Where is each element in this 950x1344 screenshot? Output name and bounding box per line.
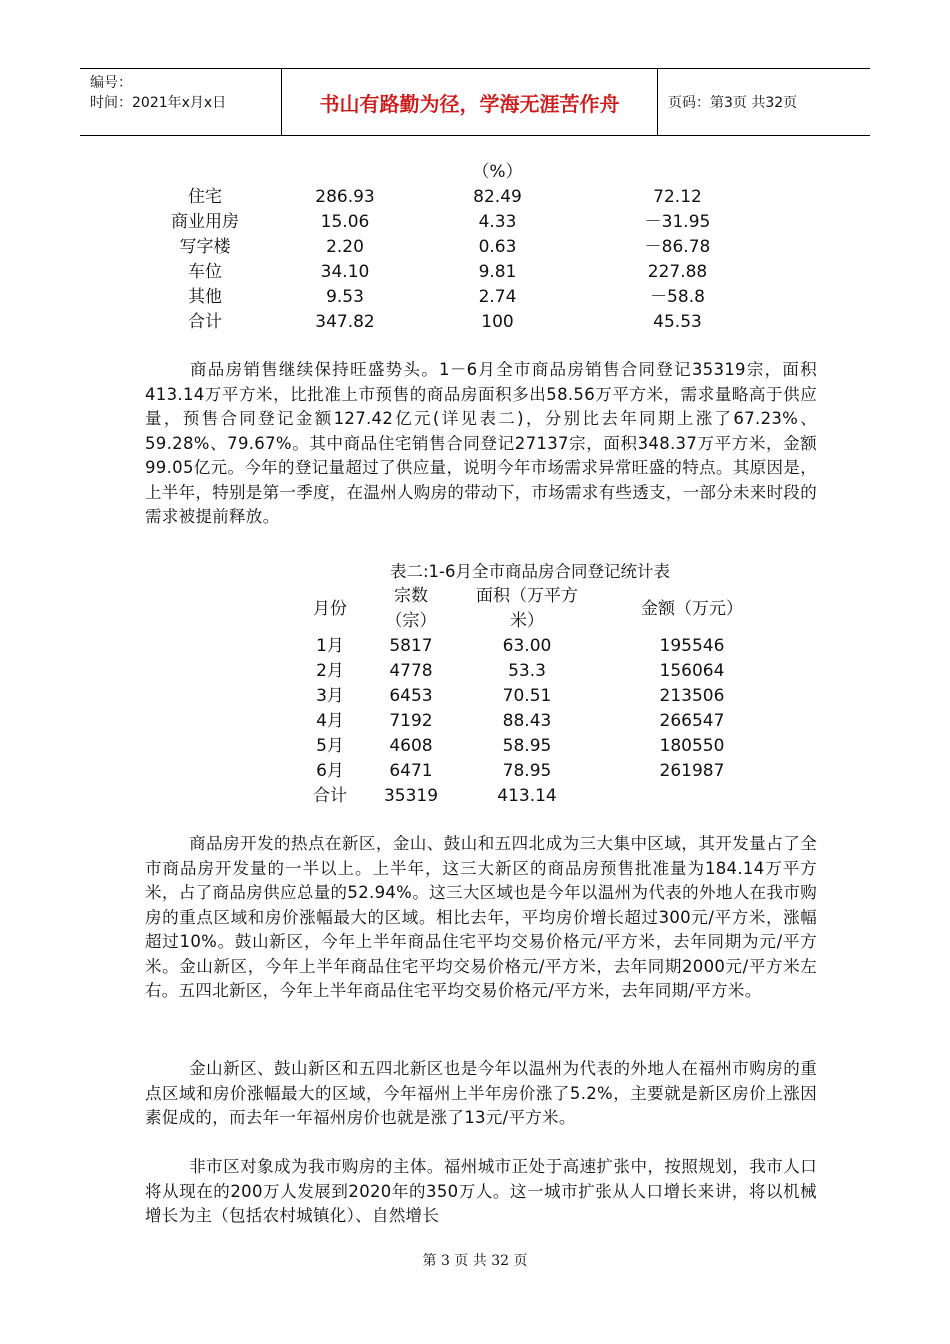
- table-cell: [602, 784, 782, 809]
- table-cell: 3月: [316, 686, 344, 706]
- table-cell: 5817: [389, 636, 433, 656]
- unit-note: （%）: [472, 162, 523, 182]
- table-cell: －86.78: [644, 237, 711, 257]
- table-cell: 住宅: [188, 187, 222, 207]
- table-cell: 100: [481, 312, 514, 332]
- table-cell: 180550: [659, 736, 725, 756]
- table-cell: 合计: [188, 312, 222, 332]
- table-cell: 45.53: [653, 312, 702, 332]
- table-cell: 1月: [316, 636, 344, 656]
- table-cell: 347.82: [315, 312, 375, 332]
- table-row: [290, 734, 800, 759]
- table-cell: 写字楼: [179, 237, 231, 257]
- header-motto: 书山有路勤为径，学海无涯苦作舟: [282, 69, 658, 135]
- table-header-row: [140, 160, 780, 185]
- table-row: [140, 260, 780, 285]
- table-cell: 15.06: [320, 212, 370, 232]
- header-amount: 金额（万元）: [641, 599, 743, 619]
- table-cell: 9.81: [478, 262, 517, 282]
- table-cell: 266547: [659, 711, 725, 731]
- table-cell: 63.00: [502, 636, 552, 656]
- table-row: [140, 210, 780, 235]
- paragraph-fuzhou-prices: 金山新区、鼓山新区和五四北新区也是今年以温州为代表的外地人在福州市购房的重点区域和房价涨幅最大的区域，今年福州上半年房价涨了5.2%，主要就是新区房价上涨因素促成的，而去年一年福州房价也就是涨了13元/平方米。: [145, 1059, 817, 1127]
- table-cell: 286.93: [315, 187, 375, 207]
- table-cell: 213506: [659, 686, 725, 706]
- paragraph-non-urban: 非市区对象成为我市购房的主体。福州城市正处于高速扩张中，按照规划，我市人口将从现在的200万人发展到2020年的350万人。这一城市扩张从人口增长来讲，将以机械增长为主（包括农村城镇化）、自然增长: [145, 1157, 817, 1225]
- table-cell: 6月: [316, 761, 344, 781]
- table-cell: 70.51: [502, 686, 552, 706]
- table-cell: 34.10: [320, 262, 370, 282]
- header-count: 宗数 （宗）: [385, 586, 437, 631]
- table-cell: 车位: [188, 262, 222, 282]
- table-row: [140, 185, 780, 210]
- table-cell: 其他: [188, 287, 222, 307]
- header-page-info: 页码：第3页 共32页: [668, 95, 798, 111]
- table-cell: 53.3: [508, 661, 546, 681]
- table-cell: 6471: [389, 761, 433, 781]
- table-header-row: [290, 584, 800, 634]
- table-cell: －58.8: [650, 287, 705, 307]
- table-row: [290, 659, 800, 684]
- table-cell: 4.33: [478, 212, 517, 232]
- table-cell: 413.14: [497, 786, 557, 806]
- table-cell: 78.95: [502, 761, 552, 781]
- table-row: [140, 310, 780, 335]
- table-cell: 4608: [389, 736, 433, 756]
- header-meta: [80, 69, 282, 135]
- table-cell: 2月: [316, 661, 344, 681]
- table2-caption: 表二:1-6月全市商品房合同登记统计表: [389, 562, 670, 581]
- table-cell: 合计: [313, 786, 347, 806]
- table-cell: 261987: [659, 761, 725, 781]
- table-cell: 商业用房: [171, 212, 239, 232]
- monthly-contract-table: [290, 584, 800, 809]
- table-cell: 2.20: [326, 237, 364, 257]
- time-label: 时间：2021年x月x日: [90, 95, 227, 111]
- table-cell: 88.43: [502, 711, 552, 731]
- table-cell: 5月: [316, 736, 344, 756]
- table-cell: 156064: [659, 661, 725, 681]
- table-row: [290, 784, 800, 809]
- table-row: [290, 709, 800, 734]
- header-month: 月份: [313, 599, 347, 619]
- number-label: 编号：: [90, 75, 132, 91]
- table-row: [290, 759, 800, 784]
- page-header: [80, 68, 870, 136]
- table-row: [290, 684, 800, 709]
- table-cell: 7192: [389, 711, 433, 731]
- table-cell: 35319: [383, 786, 439, 806]
- table-cell: 2.74: [478, 287, 517, 307]
- property-type-table: [140, 160, 780, 335]
- table-cell: 58.95: [502, 736, 552, 756]
- paragraph-new-districts: 商品房开发的热点在新区，金山、鼓山和五四北成为三大集中区域，其开发量占了全市商品房开发量的一半以上。上半年，这三大新区的商品房预售批准量为184.14万平方米，占了商品房供应总量的52.94%。这三大区域也是今年以温州为代表的外地人在我市购房的重点区域和房价涨幅最大的区域。相比去年，平均房价增长超过300元/平方米，涨幅超过10%。鼓山新区，今年上半年商品住宅平均交易价格元/平方米，去年同期为元/平方米。金山新区，今年上半年商品住宅平均交易价格元/平方米，去年同期2000元/平方米左右。五四北新区，今年上半年商品住宅平均交易价格元/平方米，去年同期/平方米。: [145, 834, 817, 1000]
- table-row: [140, 235, 780, 260]
- table-cell: 195546: [659, 636, 725, 656]
- table-cell: 72.12: [653, 187, 702, 207]
- table-row: [140, 285, 780, 310]
- table-cell: 4月: [316, 711, 344, 731]
- table-cell: 0.63: [478, 237, 517, 257]
- paragraph-sales: 商品房销售继续保持旺盛势头。1－6月全市商品房销售合同登记35319宗，面积413.14万平方米，比批准上市预售的商品房面积多出58.56万平方米，需求量略高于供应量，预售合同登记金额127.42亿元(详见表二)，分别比去年同期上涨了67.23%、59.28%、79.67%。其中商品住宅销售合同登记27137宗，面积348.37万平方米，金额99.05亿元。今年的登记量超过了供应量，说明今年市场需求异常旺盛的特点。其原因是，上半年，特别是第一季度，在温州人购房的带动下，市场需求有些透支，一部分未来时段的需求被提前释放。: [145, 360, 817, 526]
- page-footer: 第 3 页 共 32 页: [422, 1253, 528, 1269]
- header-area: 面积（万平方 米）: [476, 586, 578, 631]
- table-cell: 227.88: [647, 262, 708, 282]
- table-row: [290, 634, 800, 659]
- table-cell: 6453: [389, 686, 433, 706]
- table-cell: 4778: [389, 661, 433, 681]
- table-cell: 9.53: [326, 287, 364, 307]
- table-cell: 82.49: [473, 187, 522, 207]
- table-cell: －31.95: [644, 212, 711, 232]
